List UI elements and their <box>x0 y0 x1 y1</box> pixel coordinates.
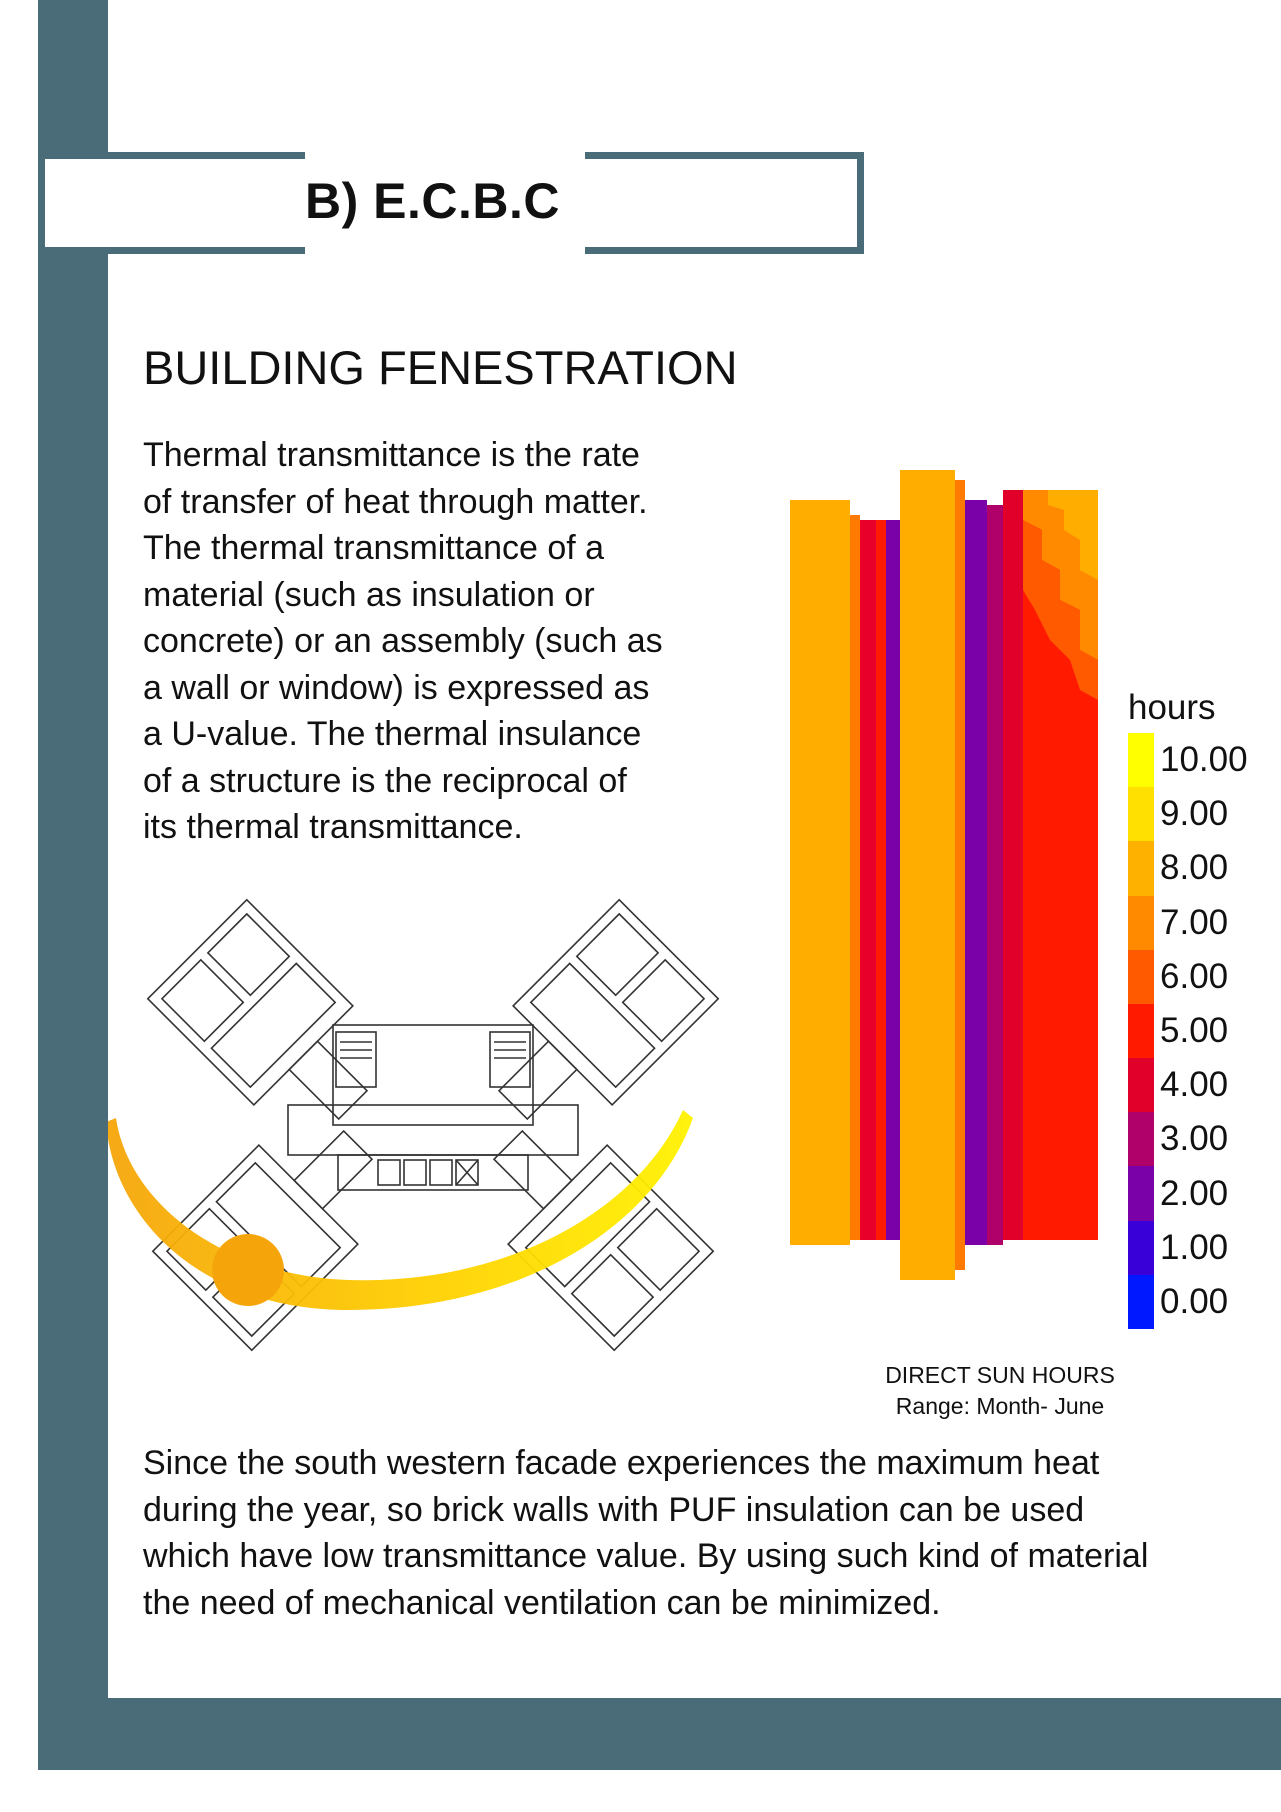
floor-plan-diagram <box>108 870 758 1390</box>
intro-line: of transfer of heat through matter. <box>143 482 648 521</box>
legend-swatch <box>1128 733 1154 787</box>
legend-tick-label: 9.00 <box>1160 794 1229 834</box>
legend-tick-label: 1.00 <box>1160 1227 1229 1267</box>
frame-bottom-bar <box>38 1698 1281 1770</box>
legend-tick-label: 7.00 <box>1160 902 1229 942</box>
conclusion-paragraph <box>143 1440 1263 1626</box>
legend-tick-label: 6.00 <box>1160 956 1229 996</box>
conclusion-line: the need of mechanical ventilation can be minimized. <box>143 1583 941 1622</box>
legend-title: hours <box>1128 688 1216 727</box>
page-heading: BUILDING FENESTRATION <box>143 341 738 394</box>
legend-swatch <box>1128 1166 1154 1220</box>
legend-color-bar <box>1128 733 1154 1329</box>
legend-tick-label: 3.00 <box>1160 1119 1229 1159</box>
conclusion-line: Since the south western facade experiences the maximum heat <box>143 1444 1100 1482</box>
intro-line: its thermal transmittance. <box>143 808 523 846</box>
frame-left-bar <box>38 0 108 1770</box>
legend-tick-label: 5.00 <box>1160 1011 1229 1050</box>
legend-tick-label: 10.00 <box>1160 740 1248 780</box>
legend-swatch <box>1128 1004 1154 1058</box>
legend-tick-label: 2.00 <box>1160 1173 1229 1213</box>
legend-swatch <box>1128 1221 1154 1275</box>
conclusion-line: which have low transmittance value. By using such kind of material <box>143 1537 1149 1575</box>
intro-line: of a structure is the reciprocal of <box>143 761 627 800</box>
intro-line: a wall or window) is expressed as <box>143 668 650 707</box>
sun-icon <box>212 1234 284 1306</box>
sun-hours-render <box>780 460 1110 1290</box>
legend-tick-label: 4.00 <box>1160 1065 1229 1105</box>
legend-tick-label: 8.00 <box>1160 848 1229 888</box>
legend-swatch <box>1128 1112 1154 1166</box>
caption-line-2: Range: Month- June <box>895 1393 1105 1419</box>
sun-hours-caption <box>860 1360 1140 1422</box>
legend-swatch <box>1128 841 1154 895</box>
intro-line: material (such as insulation or <box>143 575 595 614</box>
legend-swatch <box>1128 1058 1154 1112</box>
section-title: B) E.C.B.C <box>305 173 560 229</box>
legend-swatch <box>1128 787 1154 841</box>
legend-swatch <box>1128 896 1154 950</box>
legend-swatch <box>1128 950 1154 1004</box>
legend-swatch <box>1128 1275 1154 1329</box>
intro-line: concrete) or an assembly (such as <box>143 622 663 660</box>
intro-line: Thermal transmittance is the rate <box>143 436 640 474</box>
legend-tick-label: 0.00 <box>1160 1281 1229 1321</box>
conclusion-line: during the year, so brick walls with PUF insulation can be used <box>143 1490 1085 1529</box>
caption-line-1: DIRECT SUN HOURS <box>885 1362 1115 1388</box>
intro-line: The thermal transmittance of a <box>143 529 605 567</box>
intro-line: a U-value. The thermal insulance <box>143 715 642 753</box>
intro-paragraph <box>143 432 738 851</box>
